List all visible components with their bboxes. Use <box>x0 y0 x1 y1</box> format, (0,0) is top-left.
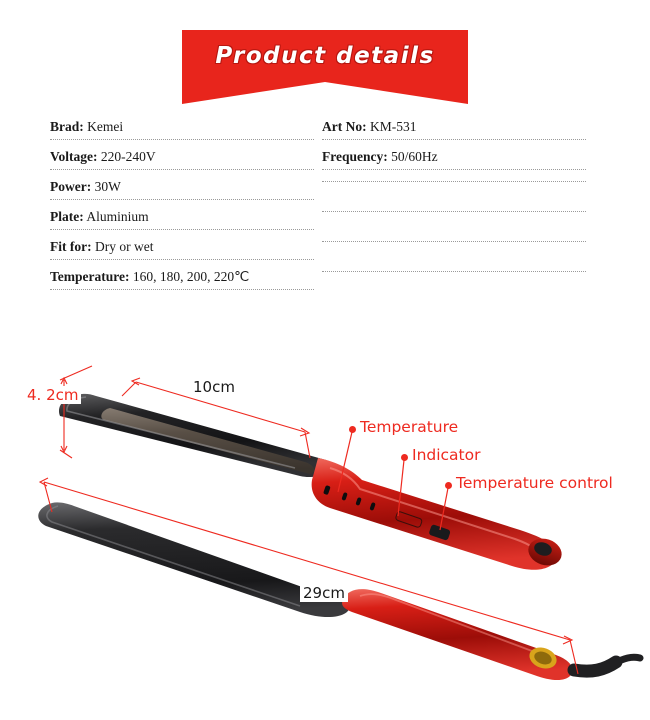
spec-key: Brad: <box>50 119 84 134</box>
spec-value: 50/60Hz <box>391 149 438 164</box>
dotted-rule <box>50 199 314 200</box>
dotted-rule <box>50 259 314 260</box>
specification-table <box>50 118 602 298</box>
dotted-rule <box>322 211 586 212</box>
spec-cell-art-no <box>322 118 594 140</box>
spec-cell-brand <box>50 118 322 140</box>
dotted-rule <box>322 139 586 140</box>
table-row <box>50 148 602 178</box>
spec-value: 220-240V <box>100 149 156 164</box>
callout-dot-temperature-control <box>445 482 452 489</box>
spec-key: Voltage: <box>50 149 98 164</box>
callout-dot-temperature <box>349 426 356 433</box>
table-row <box>50 118 602 148</box>
spec-cell-empty <box>322 208 594 212</box>
table-row <box>50 268 602 298</box>
spec-key: Plate: <box>50 209 84 224</box>
iron-handle-tail <box>342 589 640 680</box>
spec-value: 30W <box>94 179 121 194</box>
spec-key: Art No: <box>322 119 367 134</box>
spec-value: Kemei <box>87 119 124 134</box>
spec-cell-empty <box>322 178 594 182</box>
product-photo <box>0 340 650 670</box>
product-details-banner <box>0 30 650 100</box>
spec-key: Power: <box>50 179 92 194</box>
dimension-height-label: 4. 2cm <box>24 386 81 404</box>
banner-plate <box>182 30 468 82</box>
callout-label-temperature-control: Temperature control <box>456 474 613 492</box>
spec-value: 160, 180, 200, 220℃ <box>132 269 250 284</box>
spec-cell-power <box>50 178 322 200</box>
spec-cell-voltage <box>50 148 322 170</box>
spec-cell-fit-for <box>50 238 322 260</box>
banner-notch-shape <box>182 82 468 104</box>
spec-value: Dry or wet <box>94 239 154 254</box>
spec-cell-empty <box>322 238 594 242</box>
dotted-rule <box>50 229 314 230</box>
table-row <box>50 178 602 208</box>
callout-label-indicator: Indicator <box>412 446 481 464</box>
table-row <box>50 208 602 238</box>
spec-key: Temperature: <box>50 269 130 284</box>
spec-key: Fit for: <box>50 239 92 254</box>
spec-value: Aluminium <box>86 209 149 224</box>
spec-cell-empty <box>322 268 594 272</box>
iron-upper-arm <box>59 394 327 477</box>
dimension-total-length-label: 29cm <box>300 584 348 602</box>
spec-value: KM-531 <box>369 119 417 134</box>
spec-cell-plate <box>50 208 322 230</box>
product-illustration <box>0 340 650 670</box>
dotted-rule <box>322 169 586 170</box>
dotted-rule <box>322 241 586 242</box>
dimension-plate-length-label: 10cm <box>190 378 238 396</box>
dotted-rule <box>50 139 314 140</box>
callout-dot-indicator <box>401 454 408 461</box>
spec-key: Frequency: <box>322 149 388 164</box>
table-row <box>50 238 602 268</box>
dotted-rule <box>322 181 586 182</box>
dotted-rule <box>50 289 314 290</box>
dotted-rule <box>50 169 314 170</box>
spec-cell-frequency <box>322 148 594 170</box>
dotted-rule <box>322 271 586 272</box>
spec-cell-temperature <box>50 268 322 290</box>
callout-label-temperature: Temperature <box>360 418 459 436</box>
banner-title: Product details <box>215 43 435 69</box>
